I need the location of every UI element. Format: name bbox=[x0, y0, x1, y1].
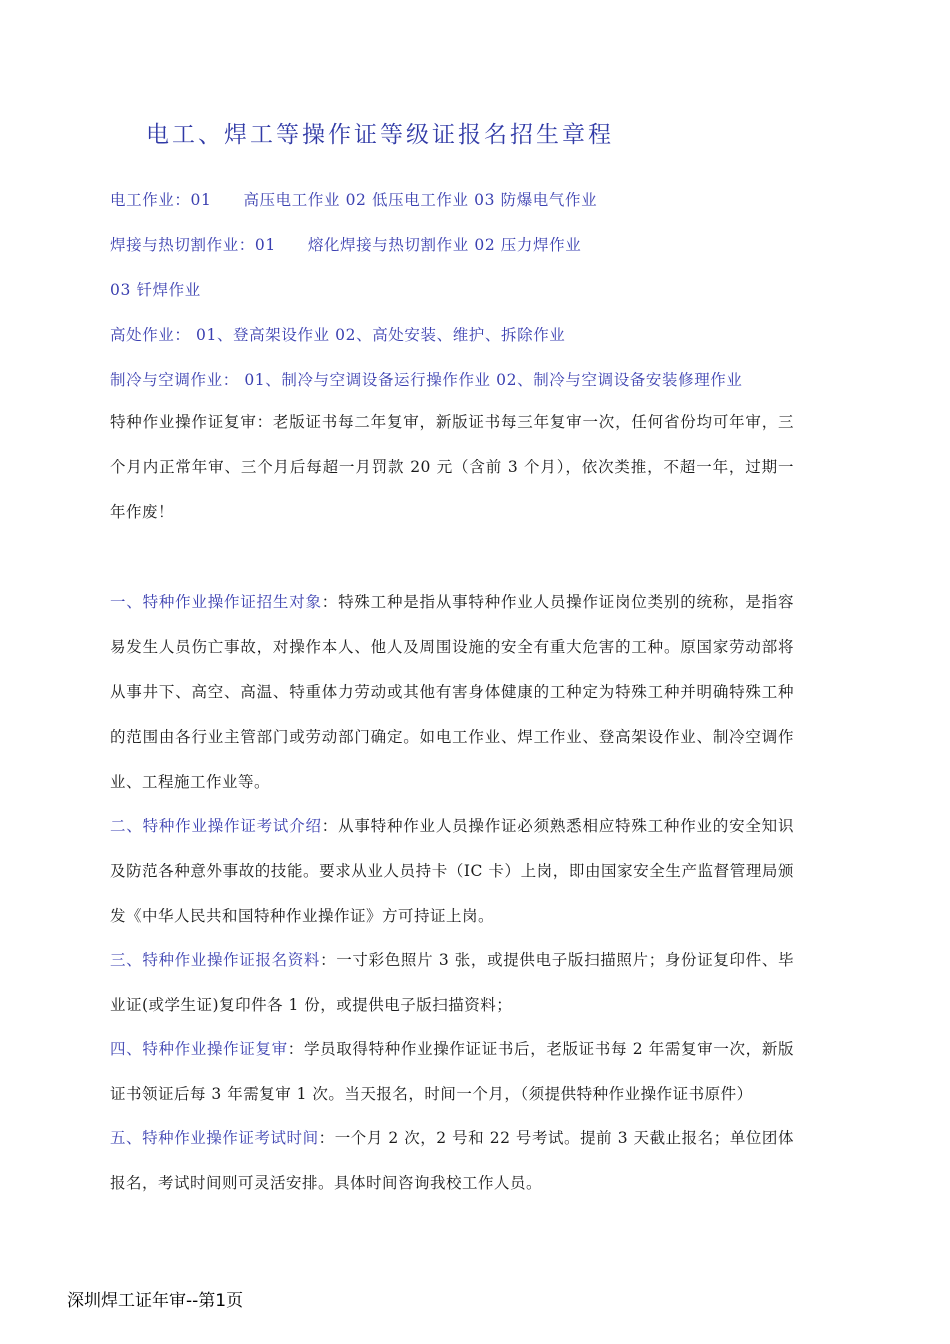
refrigeration-category-line: 制冷与空调作业： 01、制冷与空调设备运行操作作业 02、制冷与空调设备安装修理作业 bbox=[110, 371, 743, 389]
electrician-items: 高压电工作业 02 低压电工作业 03 防爆电气作业 bbox=[243, 191, 598, 209]
welding-category-line-2: 03 钎焊作业 bbox=[110, 281, 201, 299]
section-body: ：从事特种作业人员操作证必须熟悉相应特殊工种作业的安全知识及防范各种意外事故的技能。要求从业人员持卡（IC 卡）上岗，即由国家安全生产监督管理局颁发《中华人民共和国特种作业操作证》方可持证上岗。 bbox=[110, 817, 794, 925]
review-note: 特种作业操作证复审：老版证书每二年复审，新版证书每三年复审一次，任何省份均可年审，三个月内正常年审、三个月后每超一月罚款 20 元（含前 3 个月），依次类推，不超一年，过期一年作废！ bbox=[110, 413, 794, 521]
section-body: ：一个月 2 次，2 号和 22 号考试。提前 3 天截止报名；单位团体报名，考试时间则可灵活安排。具体时间咨询我校工作人员。 bbox=[110, 1129, 794, 1192]
section-body: ：特殊工种是指从事特种作业人员操作证岗位类别的统称，是指容易发生人员伤亡事故，对操作本人、他人及周围设施的安全有重大危害的工种。原国家劳动部将从事井下、高空、高温、特重体力劳动或其他有害身体健康的工种定为特殊工种并明确特殊工种的范围由各行业主管部门或劳动部门确定。如电工作业、焊工作业、登高架设作业、制冷空调作业、工程施工作业等。 bbox=[110, 593, 794, 791]
section-body: ：一寸彩色照片 3 张，或提供电子版扫描照片；身份证复印件、毕业证(或学生证)复印件各 1 份，或提供电子版扫描资料； bbox=[110, 951, 794, 1014]
page-footer: 深圳焊工证年审--第1页 bbox=[67, 1291, 244, 1311]
section-body: ：学员取得特种作业操作证证书后，老版证书每 2 年需复审一次，新版证书领证后每 3 年需复审 1 次。当天报名，时间一个月，（须提供特种作业操作证书原件） bbox=[110, 1040, 794, 1103]
section-recruitment-target bbox=[110, 580, 794, 805]
welding-items: 熔化焊接与热切割作业 02 压力焊作业 bbox=[307, 236, 582, 254]
section-heading: 五、特种作业操作证考试时间 bbox=[110, 1129, 319, 1147]
height-work-category-line: 高处作业： 01、登高架设作业 02、高处安装、维护、拆除作业 bbox=[110, 326, 566, 344]
section-heading: 二、特种作业操作证考试介绍 bbox=[110, 817, 322, 835]
section-exam-time bbox=[110, 1116, 794, 1206]
welding-category-line bbox=[110, 233, 581, 255]
section-heading: 四、特种作业操作证复审 bbox=[110, 1040, 288, 1058]
section-certificate-review bbox=[110, 1027, 794, 1117]
electrician-category-line bbox=[110, 188, 597, 210]
electrician-label: 电工作业：01 bbox=[110, 191, 212, 209]
welding-label: 焊接与热切割作业：01 bbox=[110, 236, 276, 254]
page-title: 电工、焊工等操作证等级证报名招生章程 bbox=[146, 122, 614, 148]
section-exam-intro bbox=[110, 804, 794, 939]
section-heading: 一、特种作业操作证招生对象 bbox=[110, 593, 322, 611]
section-registration-materials bbox=[110, 938, 794, 1028]
section-heading: 三、特种作业操作证报名资料 bbox=[110, 951, 321, 969]
